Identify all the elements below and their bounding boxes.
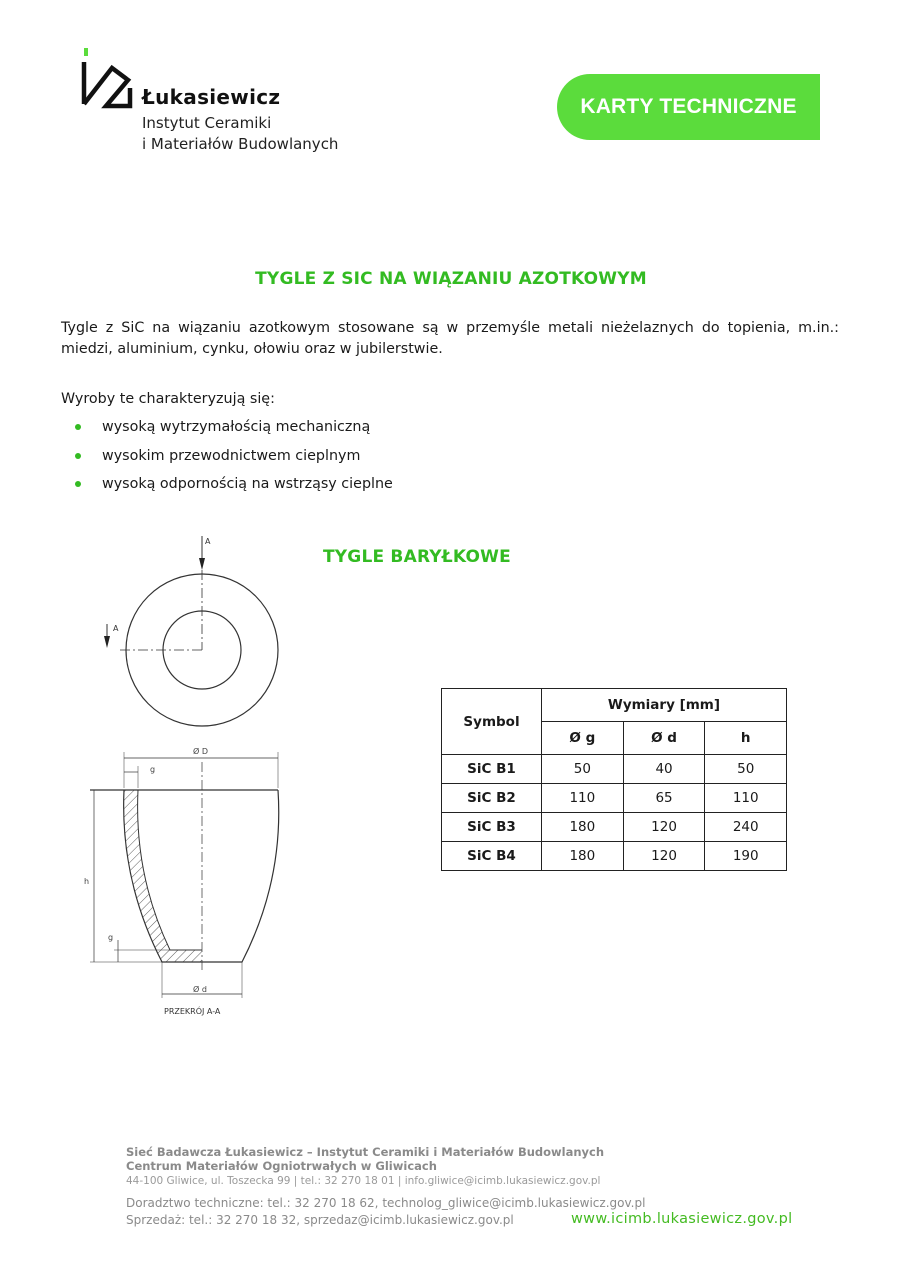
cell-h: 240 [705, 813, 787, 842]
dimension-label-g-side: g [108, 933, 114, 942]
table-row [442, 813, 787, 842]
dimension-label-d: Ø d [193, 985, 207, 994]
cell-h: 50 [705, 755, 787, 784]
features-lead: Wyroby te charakteryzują się: [61, 391, 275, 407]
col-header-d: Ø d [623, 722, 705, 755]
features-list [75, 417, 393, 503]
footer-institute: Sieć Badawcza Łukasiewicz – Instytut Ceramiki i Materiałów Budowlanych [126, 1145, 605, 1159]
cell-g: 50 [542, 755, 624, 784]
row-symbol: SiC B4 [442, 842, 542, 871]
feature-item: wysokim przewodnictwem cieplnym [75, 446, 393, 475]
cell-h: 110 [705, 784, 787, 813]
section-caption: PRZEKRÓJ A-A [164, 1007, 221, 1016]
col-header-g: Ø g [542, 722, 624, 755]
col-header-h: h [705, 722, 787, 755]
cell-g: 180 [542, 842, 624, 871]
footer-technical-advice: Doradztwo techniczne: tel.: 32 270 18 62, technolog_gliwice@icimb.lukasiewicz.gov.pl [126, 1196, 646, 1210]
bullet-icon [75, 453, 81, 459]
footer-sales: Sprzedaż: tel.: 32 270 18 32, sprzedaz@icimb.lukasiewicz.gov.pl [126, 1213, 514, 1227]
section-subtitle: TYGLE BARYŁKOWE [323, 547, 511, 567]
symbol-header: Symbol [442, 689, 542, 755]
cell-d: 120 [623, 813, 705, 842]
bullet-icon [75, 481, 81, 487]
footer-centre: Centrum Materiałów Ogniotrwałych w Gliwicach [126, 1159, 437, 1173]
institute-logo [80, 48, 370, 158]
cell-h: 190 [705, 842, 787, 871]
section-mark-top: A [205, 537, 211, 546]
table-row [442, 755, 787, 784]
logo-subtitle-line-1: Instytut Ceramiki [142, 114, 272, 132]
logo-subtitle-line-2: i Materiałów Budowlanych [142, 135, 339, 153]
bullet-icon [75, 424, 81, 430]
dimension-label-g-top: g [150, 765, 156, 774]
cell-g: 110 [542, 784, 624, 813]
cell-d: 120 [623, 842, 705, 871]
karty-techniczne-badge: KARTY TECHNICZNE [557, 74, 820, 140]
table-row [442, 842, 787, 871]
crucible-technical-drawing [80, 530, 290, 1025]
intro-paragraph: Tygle z SiC na wiązaniu azotkowym stosowane są w przemyśle metali nieżelaznych do topienia, m.in.: miedzi, aluminium, cynku, ołowiu oraz w jubilerstwie. [61, 320, 839, 357]
dimensions-table [441, 688, 787, 871]
cell-d: 65 [623, 784, 705, 813]
dimensions-group-header: Wymiary [mm] [542, 689, 787, 722]
feature-item: wysoką wytrzymałością mechaniczną [75, 417, 393, 446]
top-view [104, 536, 278, 726]
cell-d: 40 [623, 755, 705, 784]
dimension-label-D: Ø D [193, 747, 208, 756]
lukasiewicz-logo-mark-icon [80, 48, 140, 110]
table-row [442, 784, 787, 813]
section-view [90, 752, 279, 998]
footer-contact [126, 1145, 645, 1229]
website-link[interactable]: www.icimb.lukasiewicz.gov.pl [571, 1211, 793, 1227]
dimension-label-h: h [84, 877, 90, 886]
document-title: TYGLE Z SIC NA WIĄZANIU AZOTKOWYM [255, 269, 647, 289]
row-symbol: SiC B3 [442, 813, 542, 842]
feature-item: wysoką odpornością na wstrząsy cieplne [75, 474, 393, 503]
row-symbol: SiC B1 [442, 755, 542, 784]
logo-name: Łukasiewicz [142, 85, 281, 109]
cell-g: 180 [542, 813, 624, 842]
footer-address: 44-100 Gliwice, ul. Toszecka 99 | tel.: 32 270 18 01 | info.gliwice@icimb.lukasiewicz.gov.pl [126, 1175, 601, 1187]
section-mark-left: A [113, 624, 119, 633]
row-symbol: SiC B2 [442, 784, 542, 813]
